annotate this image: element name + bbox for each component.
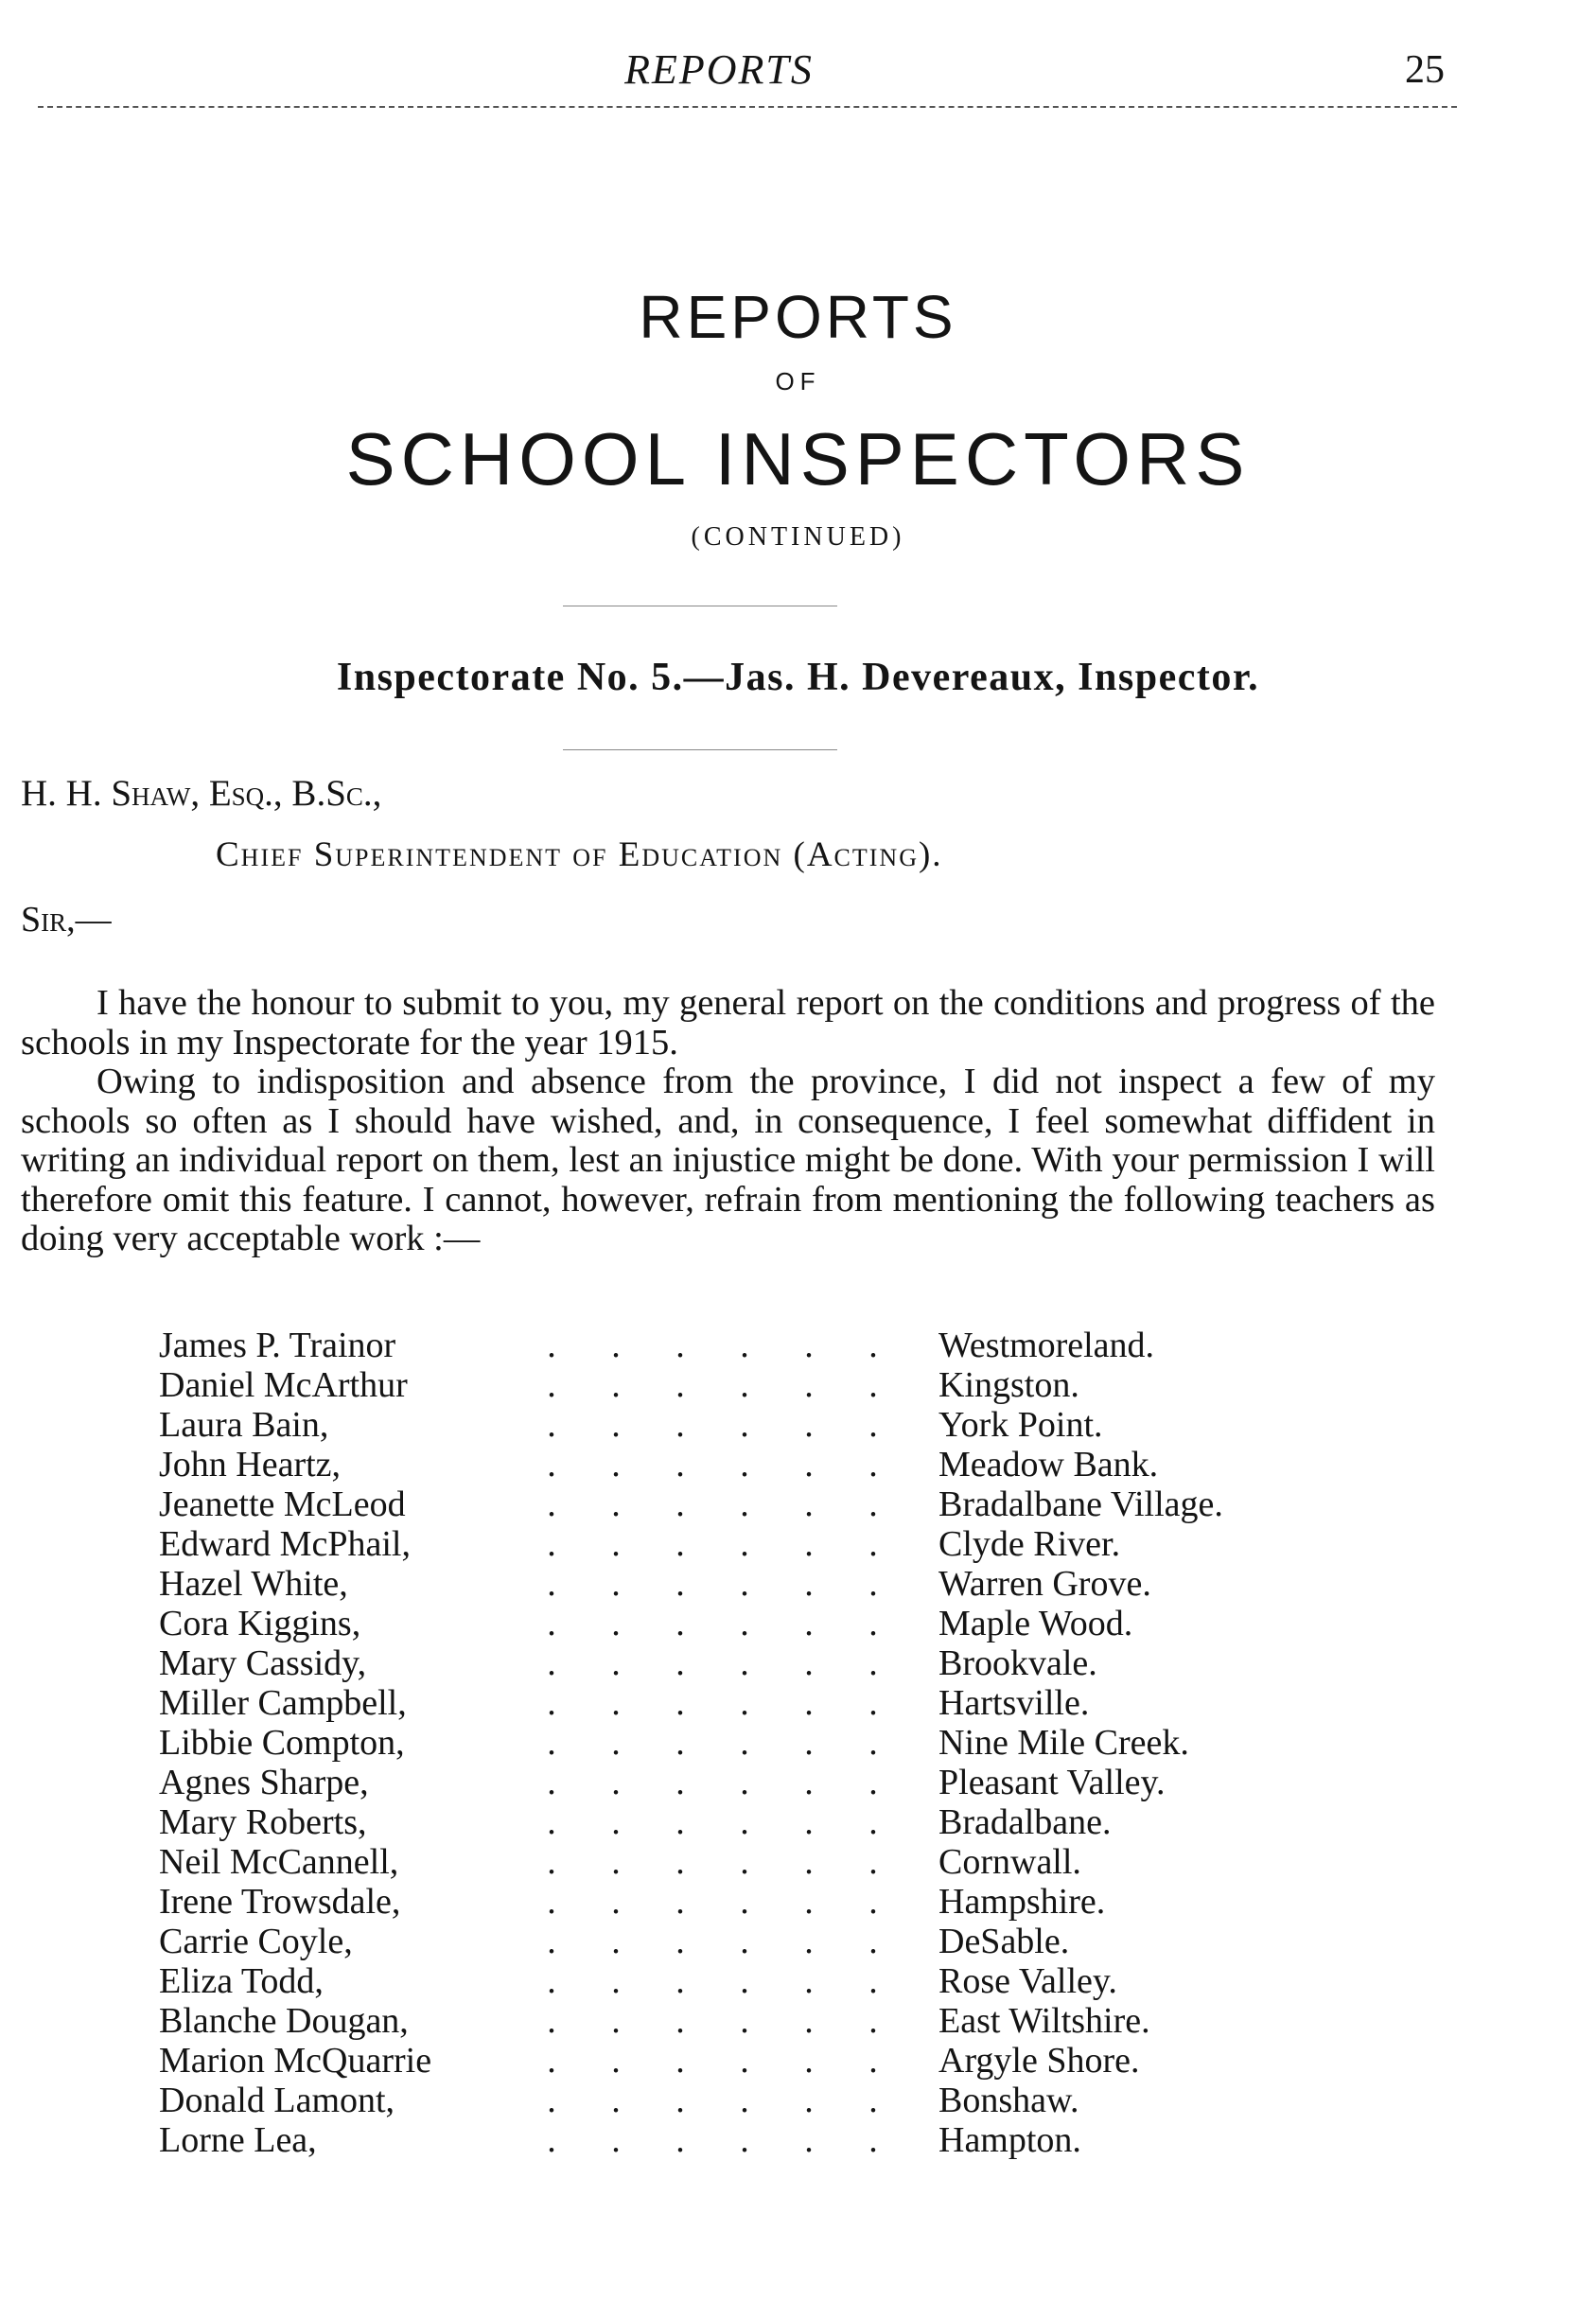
inspectorate-heading: Inspectorate No. 5.—Jas. H. Devereaux, Inspector. (336, 656, 1260, 699)
school-location: Meadow Bank. (938, 1445, 1159, 1484)
running-header (0, 45, 1596, 102)
teacher-name: Laura Bain, (159, 1405, 329, 1445)
leader-dots: . . . . . . (547, 2081, 878, 2120)
table-row (0, 1722, 1596, 1762)
teacher-name: Neil McCannell, (159, 1842, 399, 1882)
table-row (0, 1325, 1596, 1364)
table-row (0, 1364, 1596, 1404)
school-location: Nine Mile Creek. (938, 1723, 1189, 1763)
teacher-name: Edward McPhail, (159, 1524, 411, 1564)
table-row (0, 1762, 1596, 1801)
leader-dots: . . . . . . (547, 1683, 878, 1723)
table-row (0, 2080, 1596, 2119)
report-title-of: OF (775, 367, 821, 395)
running-title: REPORTS (624, 46, 814, 93)
table-row (0, 1682, 1596, 1722)
school-location: Kingston. (938, 1365, 1079, 1405)
leader-dots: . . . . . . (547, 1564, 878, 1604)
table-row (0, 1563, 1596, 1603)
teacher-name: Mary Cassidy, (159, 1643, 367, 1683)
report-title: REPORTS (639, 283, 957, 351)
teacher-name: Irene Trowsdale, (159, 1882, 401, 1922)
school-location: Cornwall. (938, 1842, 1081, 1882)
continued-label: (CONTINUED) (691, 522, 905, 552)
school-location: Hartsville. (938, 1683, 1090, 1723)
table-row (0, 2000, 1596, 2040)
teacher-name: Lorne Lea, (159, 2120, 317, 2160)
teacher-name: Donald Lamont, (159, 2081, 395, 2120)
table-row (0, 1921, 1596, 1960)
teacher-name: Jeanette McLeod (159, 1484, 406, 1524)
teacher-name: Cora Kiggins, (159, 1604, 361, 1643)
leader-dots: . . . . . . (547, 2041, 878, 2081)
teacher-name: Miller Campbell, (159, 1683, 407, 1723)
table-row (0, 1642, 1596, 1682)
school-location: DeSable. (938, 1922, 1070, 1961)
table-row (0, 1523, 1596, 1563)
paragraph: Owing to indisposition and absence from the province, I did not inspect a few of my schools so often as I should have wished, and, in consequence, I feel somewhat diffident in writing an individual report on them, lest an injustice might be done. With your permission I will therefore omit this feature. I cannot, however, refrain from mentioning the following teachers as doing very acceptable work :— (21, 1062, 1435, 1258)
table-row (0, 2040, 1596, 2080)
table-row (0, 1444, 1596, 1484)
report-body (21, 984, 1435, 1259)
table-row (0, 1881, 1596, 1921)
teacher-name: Hazel White, (159, 1564, 348, 1604)
leader-dots: . . . . . . (547, 1842, 878, 1882)
teacher-name: Daniel McArthur (159, 1365, 408, 1405)
leader-dots: . . . . . . (547, 1643, 878, 1683)
school-location: Rose Valley. (938, 1961, 1117, 2001)
table-row (0, 2119, 1596, 2159)
table-row (0, 1801, 1596, 1841)
leader-dots: . . . . . . (547, 1405, 878, 1445)
school-location: Argyle Shore. (938, 2041, 1140, 2081)
school-location: Warren Grove. (938, 1564, 1151, 1604)
leader-dots: . . . . . . (547, 2001, 878, 2041)
addressee-title: Chief Superintendent of Education (Acting). (216, 835, 943, 874)
report-title-subject: SCHOOL INSPECTORS (345, 417, 1251, 501)
school-location: Westmoreland. (938, 1326, 1155, 1365)
table-row (0, 1404, 1596, 1444)
teacher-name: Eliza Todd, (159, 1961, 324, 2001)
school-location: Bradalbane. (938, 1802, 1112, 1842)
school-location: Bradalbane Village. (938, 1484, 1223, 1524)
school-location: Bonshaw. (938, 2081, 1079, 2120)
leader-dots: . . . . . . (547, 1723, 878, 1763)
header-rule (38, 106, 1457, 108)
school-location: Pleasant Valley. (938, 1763, 1166, 1802)
page-number: 25 (1405, 48, 1445, 92)
table-row (0, 1960, 1596, 2000)
divider (563, 749, 837, 750)
salutation: Sir,— (21, 900, 112, 940)
table-row (0, 1484, 1596, 1523)
leader-dots: . . . . . . (547, 1604, 878, 1643)
teacher-name: John Heartz, (159, 1445, 342, 1484)
teacher-name: Mary Roberts, (159, 1802, 367, 1842)
leader-dots: . . . . . . (547, 1763, 878, 1802)
teacher-name: Carrie Coyle, (159, 1922, 353, 1961)
leader-dots: . . . . . . (547, 2120, 878, 2160)
school-location: York Point. (938, 1405, 1103, 1445)
school-location: Brookvale. (938, 1643, 1097, 1683)
leader-dots: . . . . . . (547, 1484, 878, 1524)
teacher-name: Libbie Compton, (159, 1723, 405, 1763)
school-location: Clyde River. (938, 1524, 1121, 1564)
school-location: Hampshire. (938, 1882, 1106, 1922)
leader-dots: . . . . . . (547, 1922, 878, 1961)
school-location: Hampton. (938, 2120, 1081, 2160)
leader-dots: . . . . . . (547, 1802, 878, 1842)
teacher-name: James P. Trainor (159, 1326, 396, 1365)
leader-dots: . . . . . . (547, 1445, 878, 1484)
table-row (0, 1603, 1596, 1642)
leader-dots: . . . . . . (547, 1524, 878, 1564)
school-location: Maple Wood. (938, 1604, 1133, 1643)
leader-dots: . . . . . . (547, 1365, 878, 1405)
leader-dots: . . . . . . (547, 1961, 878, 2001)
teacher-name: Marion McQuarrie (159, 2041, 432, 2081)
leader-dots: . . . . . . (547, 1326, 878, 1365)
teacher-name: Agnes Sharpe, (159, 1763, 369, 1802)
table-row (0, 1841, 1596, 1881)
paragraph: I have the honour to submit to you, my general report on the conditions and progress of the schools in my Inspectorate for the year 1915. (21, 983, 1435, 1063)
leader-dots: . . . . . . (547, 1882, 878, 1922)
school-location: East Wiltshire. (938, 2001, 1150, 2041)
teacher-name: Blanche Dougan, (159, 2001, 409, 2041)
addressee-name: H. H. Shaw, Esq., B.Sc., (21, 773, 382, 814)
